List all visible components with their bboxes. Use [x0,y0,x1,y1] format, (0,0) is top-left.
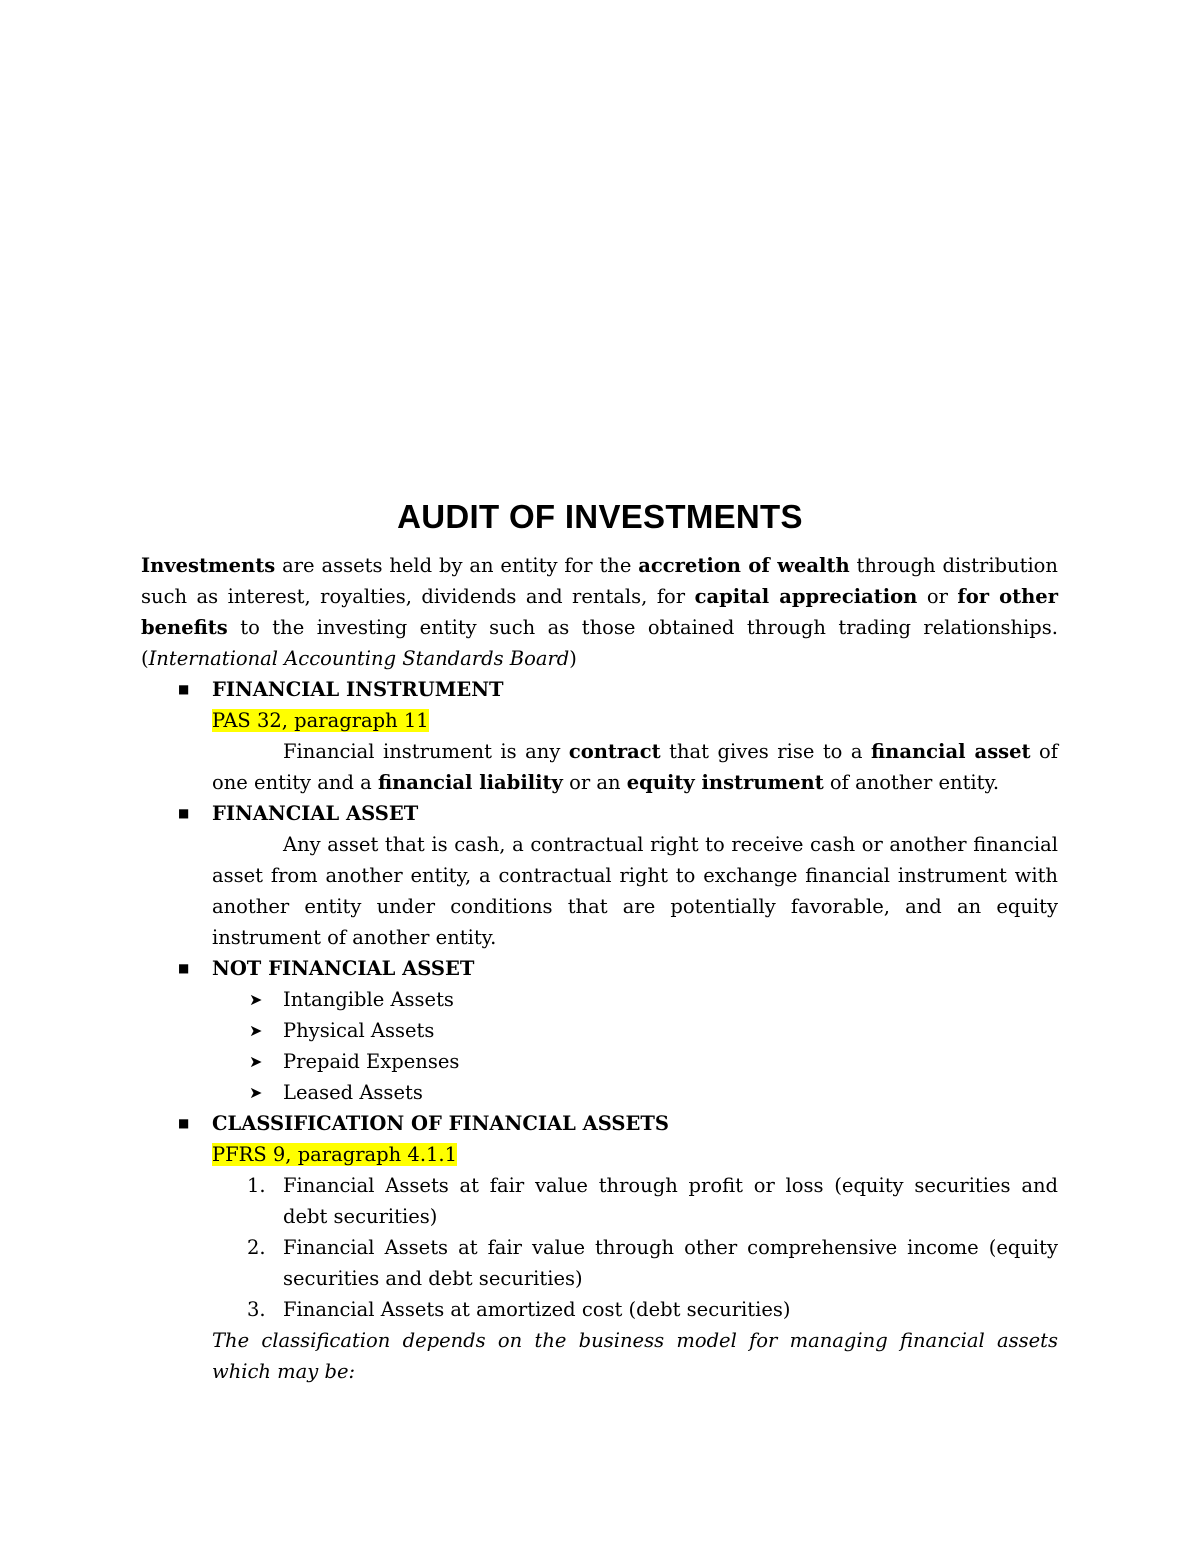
intro-term: Investments [141,554,276,577]
square-bullet-icon: ■ [178,961,190,975]
square-bullet-icon: ■ [178,1116,190,1130]
document-title: AUDIT OF INVESTMENTS [397,498,803,535]
document-body [141,550,1058,1387]
intro-source: International Accounting Standards Board [148,647,570,670]
arrow-bullet-icon: ➤ [249,1021,263,1040]
list-item: ➤ Prepaid Expenses [212,1046,1058,1077]
square-bullet-icon: ■ [178,682,190,696]
section-classification [141,1108,1058,1387]
list-number: 3. [247,1298,266,1321]
list-item: 3. Financial Assets at amortized cost (debt securities) [212,1294,1058,1325]
list-number: 2. [247,1236,266,1259]
section-heading: FINANCIAL ASSET [212,802,419,825]
definition-paragraph: Any asset that is cash, a contractual right to receive cash or another financial asset from another entity, a contractual right to exchange financial instrument with another entity under conditions that are potentially favorable, and an equity instrument of another entity. [212,833,1058,949]
square-bullet-icon: ■ [178,806,190,820]
reference-line [212,1139,1058,1170]
highlighted-reference: PAS 32, paragraph 11 [212,709,429,732]
list-item: ➤ Leased Assets [212,1077,1058,1108]
section-financial-instrument [141,674,1058,798]
section-heading: NOT FINANCIAL ASSET [212,957,475,980]
definition-paragraph: Financial instrument is any contract that gives rise to a financial asset of one entity and a financial liability or an equity instrument of another entity. [212,740,1059,794]
intro-paragraph: Investments are assets held by an entity for the accretion of wealth through distribution such as interest, royalties, dividends and rentals, for capital appreciation or for other benefits to the investing entity such as those obtained through trading relationships. (International Accounting Standards Board) [141,554,1058,670]
list-item: 1. Financial Assets at fair value through profit or loss (equity securities and debt securities) [212,1170,1058,1232]
non-financial-asset-list [212,984,1058,1108]
section-financial-asset [141,798,1058,953]
classification-note: The classification depends on the business model for managing financial assets which may be: [212,1329,1058,1383]
list-item: 2. Financial Assets at fair value through other comprehensive income (equity securities and debt securities) [212,1232,1058,1294]
list-item: ➤ Intangible Assets [212,984,1058,1015]
section-not-financial-asset [141,953,1058,1108]
classification-list [212,1170,1058,1325]
section-heading: FINANCIAL INSTRUMENT [212,678,504,701]
reference-line [212,705,1058,736]
section-heading: CLASSIFICATION OF FINANCIAL ASSETS [212,1112,669,1135]
arrow-bullet-icon: ➤ [249,990,263,1009]
arrow-bullet-icon: ➤ [249,1083,263,1102]
list-item: ➤ Physical Assets [212,1015,1058,1046]
arrow-bullet-icon: ➤ [249,1052,263,1071]
highlighted-reference: PFRS 9, paragraph 4.1.1 [212,1143,458,1166]
list-number: 1. [247,1174,266,1197]
